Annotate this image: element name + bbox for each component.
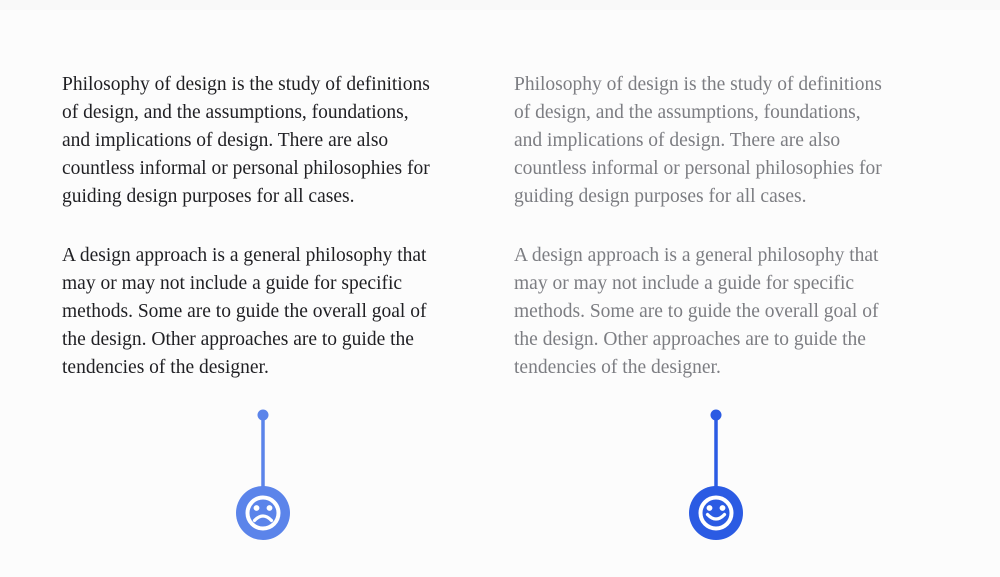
- text-line: A design approach is a general philosophy that: [514, 245, 879, 266]
- text-line: countless informal or personal philosophies for: [62, 158, 430, 179]
- text-line: Philosophy of design is the study of definitions: [62, 74, 430, 95]
- happy-face-marker: [676, 402, 756, 544]
- text-line: of design, and the assumptions, foundations,: [514, 102, 861, 123]
- column-gray-text: [514, 71, 944, 413]
- text-line: and implications of design. There are also: [62, 130, 389, 151]
- top-strip: [0, 0, 1000, 10]
- text-line: Philosophy of design is the study of definitions: [514, 74, 882, 95]
- text-line: may or may not include a guide for specific: [514, 273, 855, 294]
- text-line: may or may not include a guide for specific: [62, 273, 403, 294]
- text-line: methods. Some are to guide the overall goal of: [514, 301, 879, 322]
- sad-face-marker: [223, 402, 303, 544]
- text-line: and implications of design. There are also: [514, 130, 841, 151]
- text-line: tendencies of the designer.: [514, 357, 721, 378]
- text-line: guiding design purposes for all cases.: [62, 186, 355, 207]
- sad-face-icon: [236, 486, 290, 540]
- column-dark-text: [62, 71, 492, 413]
- paragraph: [514, 71, 944, 211]
- text-line: countless informal or personal philosophies for: [514, 158, 882, 179]
- text-line: A design approach is a general philosophy that: [62, 245, 427, 266]
- text-line: of design, and the assumptions, foundations,: [62, 102, 409, 123]
- text-line: the design. Other approaches are to guide the: [62, 329, 414, 350]
- paragraph: [62, 242, 492, 382]
- text-line: guiding design purposes for all cases.: [514, 186, 807, 207]
- text-line: the design. Other approaches are to guide the: [514, 329, 866, 350]
- happy-face-icon: [689, 486, 743, 540]
- paragraph: [62, 71, 492, 211]
- paragraph: [514, 242, 944, 382]
- text-line: methods. Some are to guide the overall goal of: [62, 301, 427, 322]
- text-line: tendencies of the designer.: [62, 357, 269, 378]
